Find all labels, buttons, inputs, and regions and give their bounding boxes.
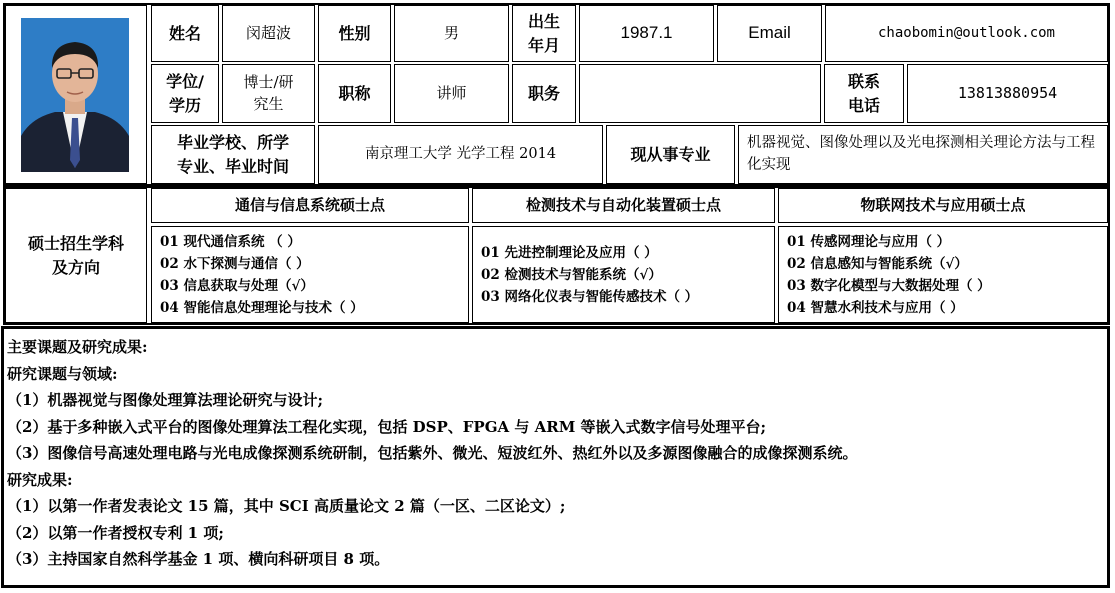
gender-value: 男: [394, 5, 509, 62]
topics-heading: 研究课题与领域:: [7, 364, 118, 383]
result-item: （3）主持国家自然科学基金 1 项、横向科研项目 8 项。: [7, 550, 390, 568]
position-label: 职务: [512, 64, 576, 123]
list-item: 03 信息获取与处理（√）: [160, 277, 314, 294]
topic-item: （1）机器视觉与图像处理算法理论研究与设计;: [7, 391, 323, 409]
topic-item: （2）基于多种嵌入式平台的图像处理算法工程化实现，包括 DSP、FPGA 与 ARM 等嵌入式数字信号处理平台;: [7, 417, 767, 436]
title-value: 讲师: [394, 64, 509, 123]
program-directions-1: [151, 226, 469, 323]
program-title-3: 物联网技术与应用硕士点: [778, 188, 1108, 223]
birth-label: 出生 年月: [512, 5, 576, 62]
programs-label: 硕士招生学科 及方向: [5, 188, 147, 323]
profile-photo: [21, 18, 129, 172]
achievements-heading: 主要课题及研究成果:: [7, 338, 148, 356]
program-directions-2: [472, 226, 775, 323]
school-label: 毕业学校、所学 专业、毕业时间: [151, 125, 315, 184]
name-value: 闵超波: [222, 5, 315, 62]
result-item: （1）以第一作者发表论文 15 篇，其中 SCI 高质量论文 2 篇（一区、二区论文）;: [7, 497, 566, 515]
person-portrait-icon: [21, 18, 129, 172]
email-value: chaobomin@outlook.com: [825, 5, 1108, 62]
topic-item: （3）图像信号高速处理电路与光电成像探测系统研制，包括紫外、微光、短波红外、热红外以及多源图像融合的成像探测系统。: [7, 444, 858, 462]
list-item: 02 水下探测与通信（ ）: [160, 255, 310, 272]
list-item: 01 先进控制理论及应用（ ）: [481, 244, 658, 261]
program-directions-3: [778, 226, 1108, 323]
degree-value: 博士/研 究生: [222, 64, 315, 123]
gender-label: 性别: [318, 5, 391, 62]
email-label: Email: [717, 5, 822, 62]
birth-value: 1987.1: [579, 5, 714, 62]
list-item: 04 智慧水利技术与应用（ ）: [787, 299, 964, 316]
program-title-2: 检测技术与自动化装置硕士点: [472, 188, 775, 223]
phone-value: 13813880954: [907, 64, 1108, 123]
list-item: 02 检测技术与智能系统（√）: [481, 266, 662, 283]
name-label: 姓名: [151, 5, 219, 62]
list-item: 04 智能信息处理理论与技术（ ）: [160, 299, 364, 316]
list-item: 03 数字化模型与大数据处理（ ）: [787, 277, 991, 294]
position-value: [579, 64, 821, 123]
result-item: （2）以第一作者授权专利 1 项;: [7, 523, 224, 542]
program-title-1: 通信与信息系统硕士点: [151, 188, 469, 223]
title-label: 职称: [318, 64, 391, 123]
major-value: 机器视觉、图像处理以及光电探测相关理论方法与工程化实现: [738, 125, 1108, 184]
major-label: 现从事专业: [606, 125, 735, 184]
results-heading: 研究成果:: [7, 470, 73, 489]
phone-label: 联系 电话: [824, 64, 904, 123]
degree-label: 学位/ 学历: [151, 64, 219, 123]
school-value: 南京理工大学 光学工程 2014: [318, 125, 603, 184]
list-item: 02 信息感知与智能系统（√）: [787, 255, 968, 272]
list-item: 01 现代通信系统 （ ）: [160, 233, 301, 250]
list-item: 01 传感网理论与应用（ ）: [787, 233, 951, 250]
list-item: 03 网络化仪表与智能传感技术（ ）: [481, 288, 699, 305]
achievements-section: [3, 328, 1108, 586]
